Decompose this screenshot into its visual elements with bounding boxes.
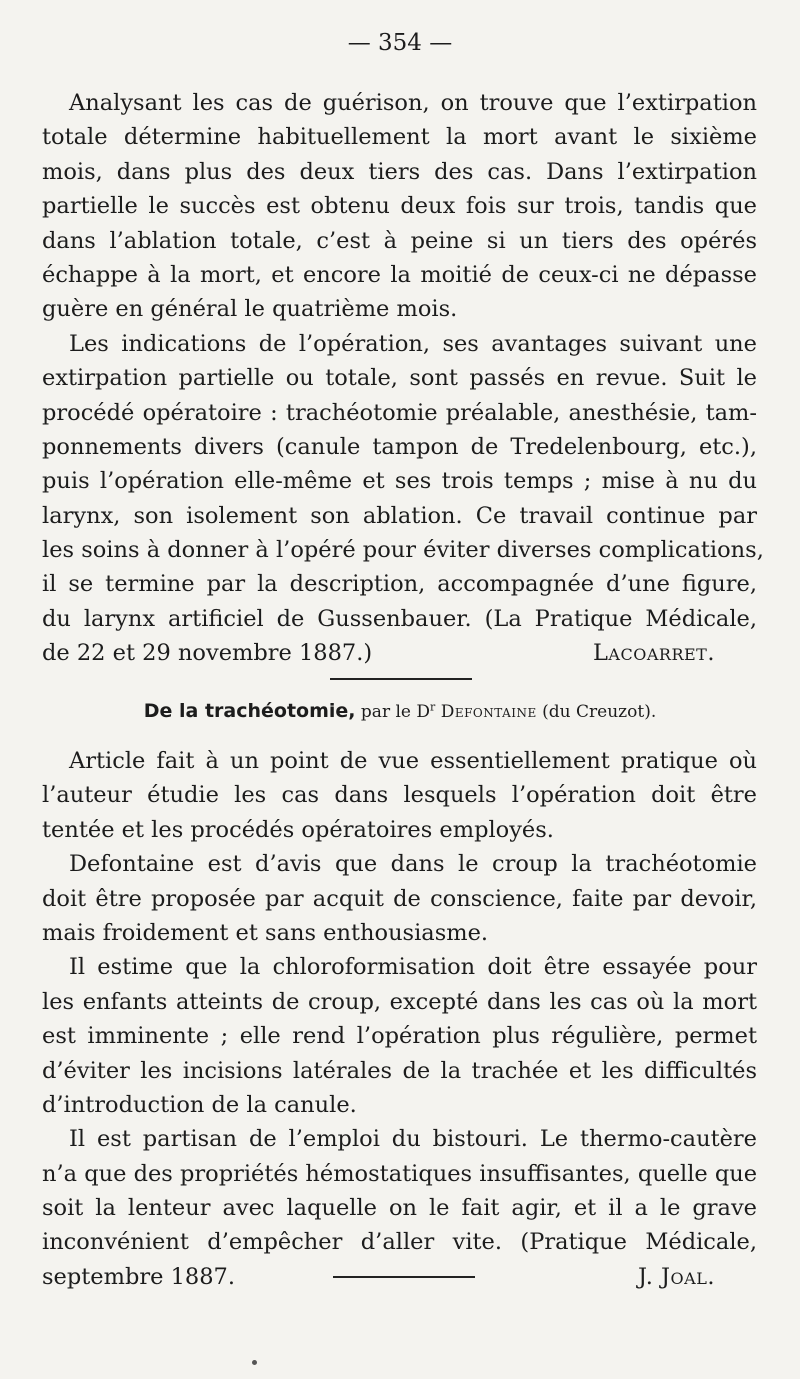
text-line: d’introduction de la canule. xyxy=(42,1091,357,1118)
text-line: Article fait à un point de vue essentiellement pratique où xyxy=(69,748,757,774)
page-number: — 354 — xyxy=(347,30,453,56)
text-line: larynx, son isolement son ablation. Ce travail continue par xyxy=(42,502,757,529)
text-line: soit la lenteur avec laquelle on le fait agir, et il a le grave xyxy=(42,1195,757,1222)
text-line: mois, dans plus des deux tiers des cas. Dans l’extirpation xyxy=(42,158,757,185)
article-title: De la trachéotomie, xyxy=(143,700,356,722)
text-line: extirpation partielle ou totale, sont passés en revue. Suit le xyxy=(42,365,757,392)
section-divider xyxy=(333,1276,475,1278)
text-line: est imminente ; elle rend l’opération plus régulière, permet xyxy=(42,1023,757,1050)
text-line-end: de 22 et 29 novembre 1887.) xyxy=(42,640,373,667)
byline-prefix: par le D xyxy=(360,702,431,722)
text-line: d’éviter les incisions latérales de la trachée et les difficultés xyxy=(42,1057,757,1084)
text-line: inconvénient d’empêcher d’aller vite. (Pratique Médicale, xyxy=(42,1229,757,1256)
text-line: Les indications de l’opération, ses avantages suivant une xyxy=(69,330,757,357)
text-line: Analysant les cas de guérison, on trouve que l’extirpation xyxy=(69,90,757,116)
text-line: totale détermine habituellement la mort avant le sixième xyxy=(42,124,757,151)
text-line: n’a que des propriétés hémostatiques insuffisantes, quelle que xyxy=(42,1160,758,1187)
text-line: puis l’opération elle-même et ses trois temps ; mise à nu du xyxy=(42,468,757,495)
text-line: tentée et les procédés opératoires employés. xyxy=(42,816,554,843)
text-line: il se termine par la description, accompagnée d’une figure, xyxy=(42,571,757,598)
text-line: procédé opératoire : trachéotomie préalable, anesthésie, tam- xyxy=(42,399,757,426)
article-heading xyxy=(0,700,800,722)
article-tracheotomy-review xyxy=(42,744,757,1294)
text-line: l’auteur étudie les cas dans lesquels l’opération doit être xyxy=(42,782,757,809)
text-line: Il estime que la chloroformisation doit être essayée pour xyxy=(69,954,757,981)
text-line: Defontaine est d’avis que dans le croup la trachéotomie xyxy=(69,851,757,878)
text-line: échappe à la mort, et encore la moitié de ceux-ci ne dépasse xyxy=(42,261,757,288)
text-line-end: septembre 1887. xyxy=(42,1263,235,1290)
article-laryngectomy-review xyxy=(42,86,764,671)
text-line: du larynx artificiel de Gussenbauer. (La Pratique Médicale, xyxy=(42,605,757,632)
author-place: (du Creuzot). xyxy=(542,702,657,722)
section-divider xyxy=(330,678,472,680)
byline-sup: r xyxy=(430,700,436,714)
text-line: partielle le succès est obtenu deux fois sur trois, tandis que xyxy=(42,193,757,220)
text-line-signed xyxy=(42,636,757,670)
text-line: guère en général le quatrième mois. xyxy=(42,296,458,323)
text-line: les soins à donner à l’opéré pour éviter diverses complications, xyxy=(42,537,764,564)
text-line: mais froidement et sans enthousiasme. xyxy=(42,919,489,946)
text-line: dans l’ablation totale, c’est à peine si un tiers des opérés xyxy=(42,227,757,254)
author-signature: Lacoarret. xyxy=(592,640,715,667)
article-author: Defontaine xyxy=(440,702,537,722)
text-line: les enfants atteints de croup, excepté dans les cas où la mort xyxy=(42,988,757,1015)
text-line: Il est partisan de l’emploi du bistouri. Le thermo-cautère xyxy=(69,1126,757,1153)
print-speck xyxy=(252,1360,257,1365)
text-line: ponnements divers (canule tampon de Tredelenbourg, etc.), xyxy=(42,433,757,460)
author-signature: J. Joal. xyxy=(637,1263,715,1290)
text-line: doit être proposée par acquit de conscience, faite par devoir, xyxy=(42,885,757,912)
